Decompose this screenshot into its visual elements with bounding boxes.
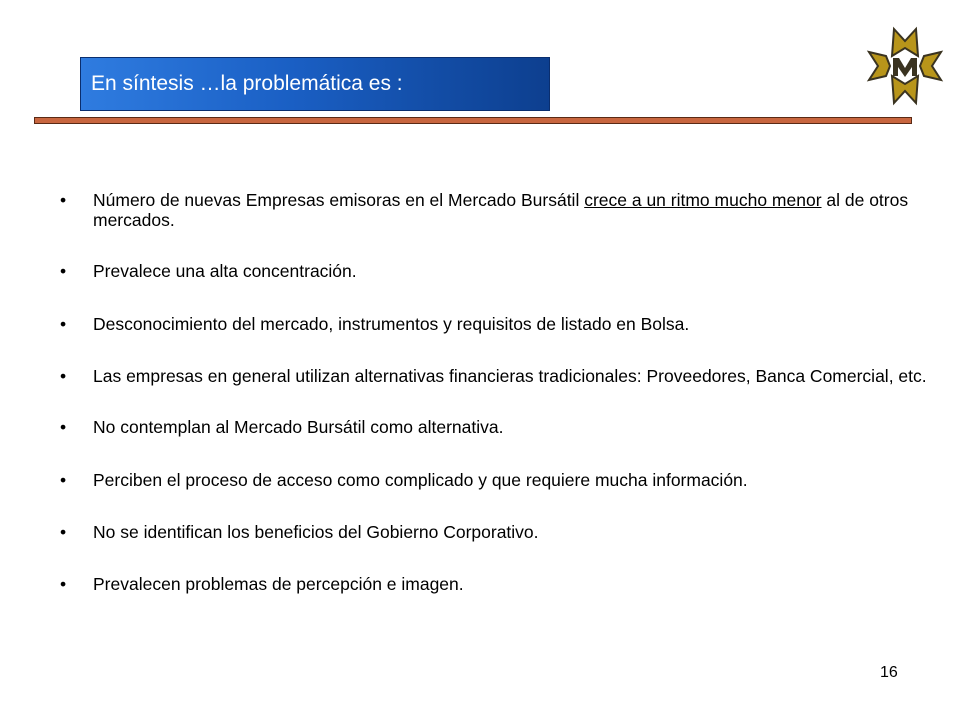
bullet-item-not-alternative: [60, 417, 930, 437]
bullet-text: No contemplan al Mercado Bursátil como alternativa.: [93, 417, 504, 437]
bullet-text: Prevalece una alta concentración.: [93, 261, 357, 281]
bullet-marker: •: [60, 366, 67, 386]
bullet-text: Prevalecen problemas de percepción e imagen.: [93, 574, 464, 594]
bullet-text: Las empresas en general utilizan alternativas financieras tradicionales: Proveedores, Banca Comercial, etc.: [93, 366, 927, 386]
bullet-item-market-knowledge: [60, 314, 930, 334]
bullet-marker: •: [60, 470, 67, 490]
bullet-text: Número de nuevas Empresas emisoras en el Mercado Bursátil: [93, 190, 585, 210]
slide-title: En síntesis …la problemática es :: [91, 72, 403, 95]
bullet-item-traditional-finance: [60, 366, 930, 386]
bullet-text: No se identifican los beneficios del Gobierno Corporativo.: [93, 522, 539, 542]
bullet-text: Perciben el proceso de acceso como complicado y que requiere mucha información.: [93, 470, 748, 490]
bullet-marker: •: [60, 574, 67, 594]
bullet-marker: •: [60, 417, 67, 437]
problem-bullet-list: [60, 190, 930, 594]
bullet-marker: •: [60, 522, 67, 542]
bullet-item-new-issuers: [60, 190, 930, 230]
bullet-marker: •: [60, 314, 67, 334]
slide-title-box: [80, 57, 550, 111]
bullet-marker: •: [60, 190, 67, 210]
bullet-text: al de otros mercados.: [93, 190, 909, 230]
bolsa-logo-icon: [866, 26, 944, 106]
bullet-item-concentration: [60, 261, 930, 281]
bullet-text: Desconocimiento del mercado, instrumentos y requisitos de listado en Bolsa.: [93, 314, 690, 334]
bullet-item-perception-image: [60, 574, 930, 594]
bullet-item-complicated-access: [60, 470, 930, 490]
page-number: 16: [880, 664, 898, 681]
bullet-item-corporate-governance: [60, 522, 930, 542]
title-divider: [34, 117, 912, 124]
bullet-marker: •: [60, 261, 67, 281]
bullet-emphasis: crece a un ritmo mucho menor: [584, 190, 822, 210]
